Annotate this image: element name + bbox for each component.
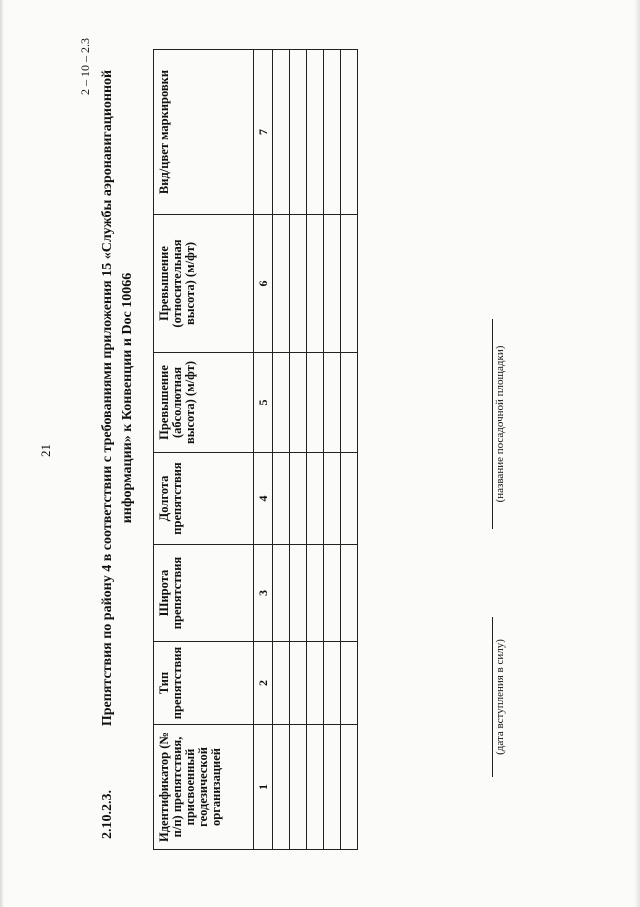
column-number: 4	[254, 453, 273, 545]
table-cell	[341, 50, 358, 215]
table-cell	[273, 50, 290, 215]
column-number: 1	[254, 725, 273, 850]
table-cell	[273, 545, 290, 642]
table-cell	[341, 725, 358, 850]
table-row	[273, 50, 290, 850]
header-marking: Вид/цвет маркировки	[154, 50, 254, 215]
table-cell	[273, 725, 290, 850]
column-number: 2	[254, 642, 273, 725]
table-cell	[273, 215, 290, 353]
site-name-caption: (название посадочной площадки)	[492, 319, 506, 529]
table-cell	[273, 453, 290, 545]
column-number: 5	[254, 353, 273, 453]
table-cell	[290, 353, 307, 453]
section-title: Препятствия по району 4 в соответствии с требованиями приложения 15 «Службы аэронавигационной информации» к Конвенции и Doc 10066	[100, 69, 135, 727]
table-cell	[341, 545, 358, 642]
table-cell	[307, 453, 324, 545]
header-latitude: Широта препятствия	[154, 545, 254, 642]
column-number-row	[254, 50, 273, 850]
section-heading	[98, 39, 138, 839]
table-cell	[324, 545, 341, 642]
table-cell	[341, 215, 358, 353]
table-cell	[307, 353, 324, 453]
obstacles-table	[153, 49, 358, 850]
column-number: 3	[254, 545, 273, 642]
table-cell	[307, 725, 324, 850]
table-cell	[341, 353, 358, 453]
table-cell	[273, 353, 290, 453]
table-cell	[290, 453, 307, 545]
header-absolute-elevation: Превышение (абсолютная высота) (м/фт)	[154, 353, 254, 453]
table-cell	[341, 453, 358, 545]
page-number: 21	[38, 444, 53, 457]
section-number: 2.10.2.3.	[100, 790, 115, 839]
table-cell	[324, 453, 341, 545]
header-type: Тип препятствия	[154, 642, 254, 725]
header-relative-elevation: Превышение (относительная высота) (м/фт)	[154, 215, 254, 353]
table-cell	[324, 50, 341, 215]
document-code: 2 – 10 – 2.3	[78, 38, 92, 95]
table-cell	[307, 50, 324, 215]
effective-date-caption: (дата вступления в силу)	[492, 617, 506, 777]
table-cell	[273, 642, 290, 725]
table-cell	[324, 725, 341, 850]
column-number: 7	[254, 50, 273, 215]
table-cell	[290, 642, 307, 725]
column-number: 6	[254, 215, 273, 353]
table-row	[307, 50, 324, 850]
table-cell	[324, 353, 341, 453]
table-cell	[290, 215, 307, 353]
table-cell	[324, 215, 341, 353]
table-cell	[307, 545, 324, 642]
table-row	[341, 50, 358, 850]
table-row	[324, 50, 341, 850]
table-cell	[307, 642, 324, 725]
table-cell	[307, 215, 324, 353]
table-cell	[290, 545, 307, 642]
table-cell	[290, 725, 307, 850]
table-cell	[341, 642, 358, 725]
header-identifier: Идентификатор (№ п/п) препятствия, присвоенный геодезической организацией	[154, 725, 254, 850]
table-cell	[324, 642, 341, 725]
table-cell	[290, 50, 307, 215]
header-longitude: Долгота препятствия	[154, 453, 254, 545]
table-row	[290, 50, 307, 850]
table-header-row	[154, 50, 254, 850]
